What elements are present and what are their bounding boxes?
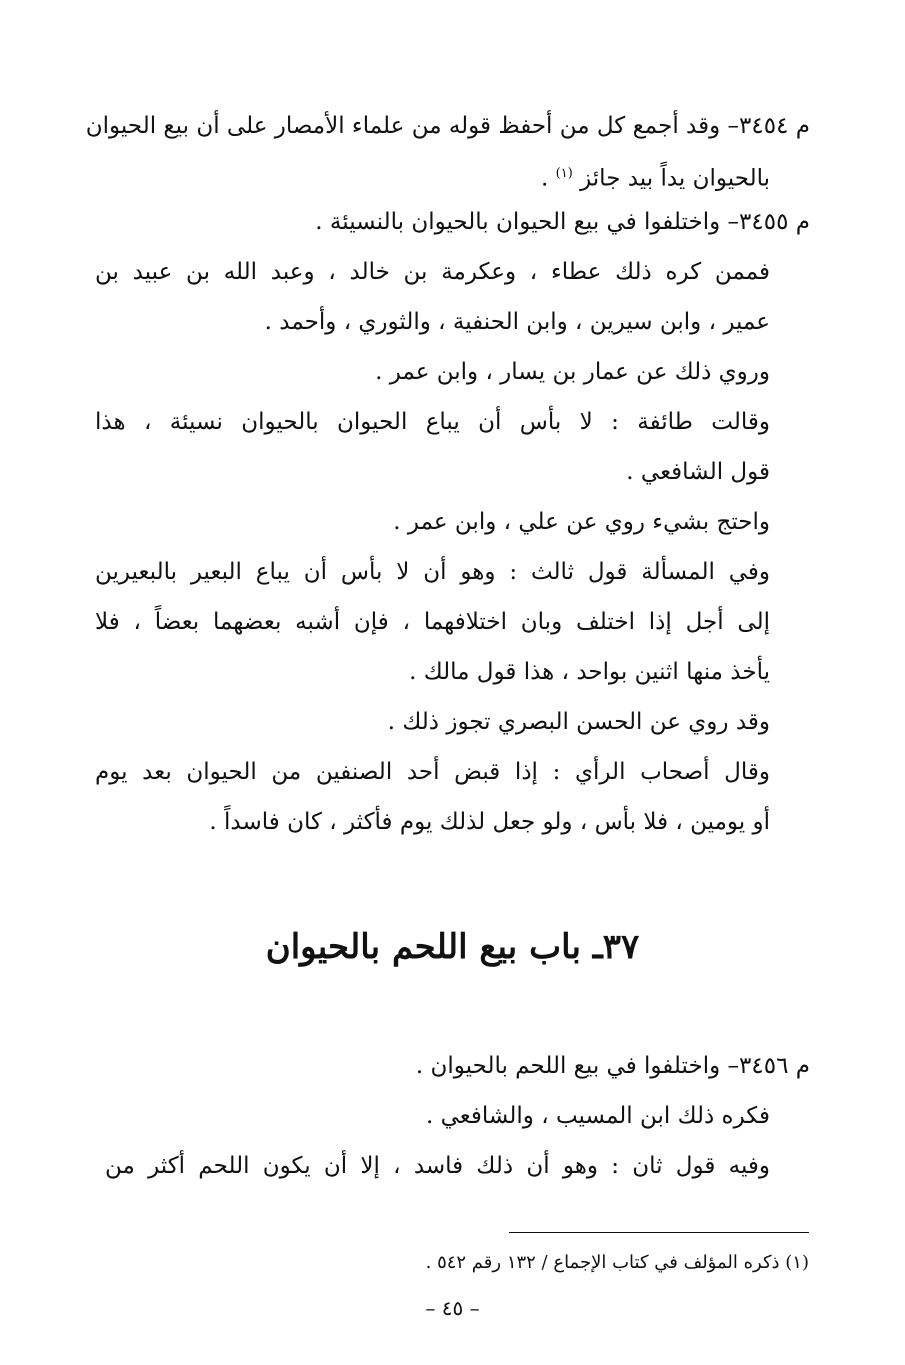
entry-3455-line-9: إلى أجل إذا اختلف وبان اختلافهما ، فإن أشبه بعضهما بعضاً ، فلا xyxy=(95,609,770,635)
entry-3456-line-3: وفيه قول ثان : وهو أن ذلك فاسد ، إلا أن يكون اللحم أكثر من xyxy=(105,1153,770,1179)
entry-3455-line-13: أو يومين ، فلا بأس ، ولو جعل لذلك يوم فأكثر ، كان فاسداً . xyxy=(209,809,770,835)
entry-3455-line-1: م ٣٤٥٥– واختلفوا في بيع الحيوان بالحيوان بالنسيئة . xyxy=(315,209,810,235)
period: . xyxy=(541,165,549,192)
entry-3456-line-2: فكره ذلك ابن المسيب ، والشافعي . xyxy=(425,1103,770,1129)
entry-3455-line-4: وروي ذلك عن عمار بن يسار ، وابن عمر . xyxy=(375,359,770,385)
entry-3455-line-6: قول الشافعي . xyxy=(626,459,770,485)
footnote-1: (١) ذكره المؤلف في كتاب الإجماع / ١٣٢ رقم ٥٤٢ . xyxy=(425,1252,809,1273)
entry-3454-line-2 xyxy=(95,158,770,195)
footnote-ref-1: (١) xyxy=(555,166,573,181)
entry-3456-line-1: م ٣٤٥٦– واختلفوا في بيع اللحم بالحيوان . xyxy=(415,1053,810,1079)
chapter-heading: ٣٧ـ باب بيع اللحم بالحيوان xyxy=(265,927,640,967)
entry-3455-line-8: وفي المسألة قول ثالث : وهو أن لا بأس أن يباع البعير بالبعيرين xyxy=(95,559,770,585)
entry-3455-line-12: وقال أصحاب الرأي : إذا قبض أحد الصنفين من الحيوان بعد يوم xyxy=(95,759,770,785)
entry-3454-line-2-text: بالحيوان يداً بيد جائز xyxy=(580,165,770,192)
page-number: – ٤٥ – xyxy=(425,1296,480,1320)
entry-3455-line-2: فممن كره ذلك عطاء ، وعكرمة بن خالد ، وعبد الله بن عبيد بن xyxy=(95,259,770,285)
entry-3455-line-5: وقالت طائفة : لا بأس أن يباع الحيوان بالحيوان نسيئة ، هذا xyxy=(95,409,770,435)
entry-3455-line-10: يأخذ منها اثنين بواحد ، هذا قول مالك . xyxy=(409,659,770,685)
entry-3454-line-1: م ٣٤٥٤– وقد أجمع كل من أحفظ قوله من علماء الأمصار على أن بيع الحيوان xyxy=(85,113,810,139)
entry-3455-line-11: وقد روي عن الحسن البصري تجوز ذلك . xyxy=(387,709,770,735)
footnote-divider xyxy=(509,1232,809,1233)
entry-3455-line-7: واحتج بشيء روي عن علي ، وابن عمر . xyxy=(393,509,770,535)
entry-3455-line-3: عمير ، وابن سيرين ، وابن الحنفية ، والثوري ، وأحمد . xyxy=(264,309,770,335)
